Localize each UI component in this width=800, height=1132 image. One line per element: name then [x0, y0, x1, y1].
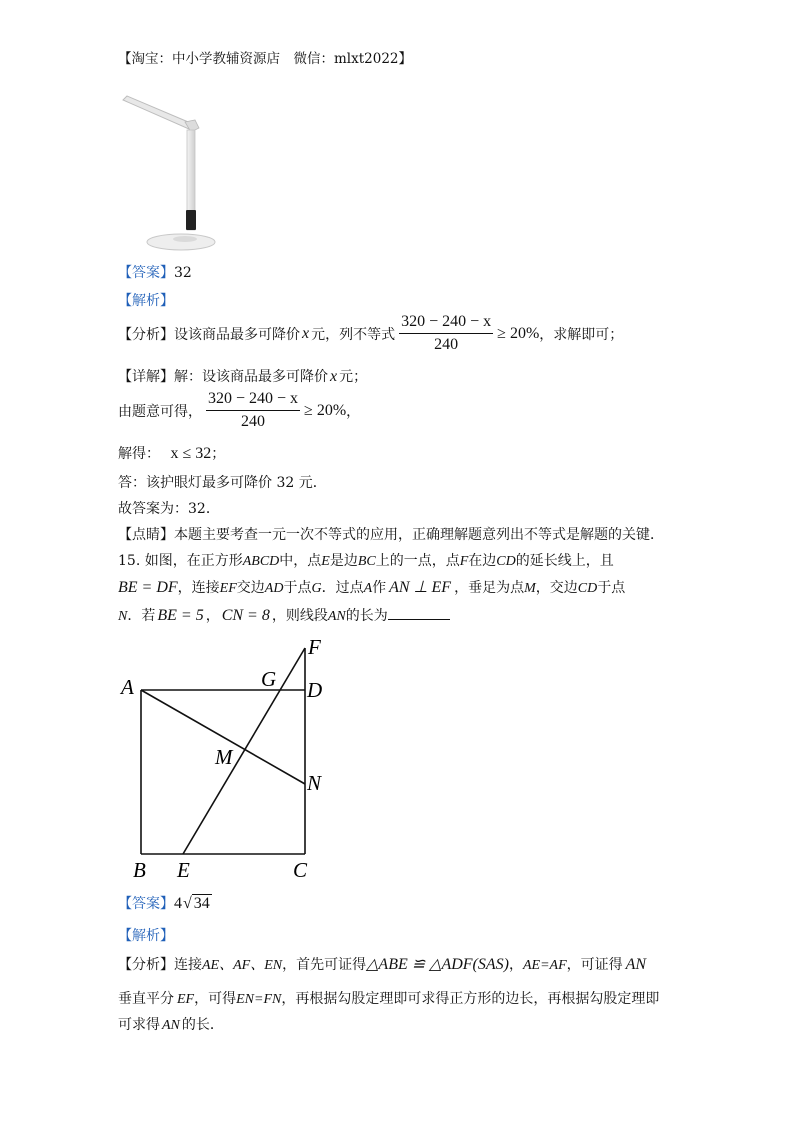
answer-label: 【答案】	[118, 265, 174, 281]
fenxi-text: 设该商品最多可降价	[174, 326, 300, 343]
q15-math: BE = 5	[157, 607, 204, 624]
xiangjie-text: 元；	[339, 369, 368, 385]
q15-text: 交边	[236, 580, 265, 596]
q15-text: ．若	[127, 608, 156, 624]
fenxi-text: ，再根据勾股定理即可求得正方形的边长，再根据勾股定理即	[281, 991, 660, 1007]
label-G: G	[261, 667, 277, 691]
congruence-math: △ABE ≌ △ADF(SAS)	[366, 956, 509, 973]
q15-text: 的长为	[345, 608, 388, 624]
label-B: B	[133, 858, 146, 882]
answer-value: 32	[174, 265, 192, 281]
fenxi-var: AE、AF、EN	[202, 958, 283, 973]
fenxi-label: 【分析】	[118, 326, 174, 343]
fenxi-text: ，求解即可；	[539, 326, 624, 343]
q15-var: CD	[496, 554, 516, 569]
q15-var: M	[524, 581, 536, 596]
answer-coefficient: 4	[174, 895, 182, 912]
fenxi-text: ，可证得	[566, 957, 623, 973]
fenxi-text: ，首先可证得	[282, 957, 367, 973]
answer-blank	[388, 605, 450, 620]
q15-var: AD	[264, 581, 284, 596]
jie-math: x ≤ 32	[170, 445, 212, 462]
fenxi-label: 【分析】	[118, 957, 174, 973]
jie-end: ；	[211, 446, 226, 462]
q15-var: AN	[327, 609, 346, 624]
xiangjie-label: 【详解】	[118, 369, 174, 385]
q15-math: BE = DF	[118, 579, 178, 596]
label-N: N	[307, 771, 322, 795]
label-D: D	[307, 678, 323, 702]
geometry-figure	[115, 632, 345, 884]
yiti-text: 由题意可得，	[118, 403, 202, 420]
q15-text: ，交边	[535, 580, 578, 596]
q15-text: ，则线段	[271, 608, 328, 624]
answer-label: 【答案】	[118, 896, 174, 912]
da-text: 答：该护眼灯最多可降价 32 元．	[118, 475, 327, 491]
fenxi-text: 的长．	[181, 1017, 224, 1033]
segment-EF	[183, 648, 305, 854]
q15-text: 上的一点，点	[375, 553, 460, 569]
desk-lamp-image	[115, 92, 220, 254]
fenxi-var: EN=FN	[236, 992, 282, 1007]
label-M: M	[215, 745, 233, 769]
var-x: x	[302, 324, 310, 342]
fraction-numerator: 320 − 240 − x	[206, 390, 300, 411]
answer-radicand: 34	[193, 895, 210, 912]
inequality-rhs: ≥ 20%	[497, 324, 540, 342]
fenxi-text: 可求得	[118, 1017, 160, 1033]
q15-text: 中，点	[279, 553, 322, 569]
q15-text: ，	[205, 608, 220, 624]
q15-var: N	[118, 609, 128, 624]
q15-var: ABCD	[242, 554, 280, 569]
var-x: x	[330, 368, 338, 385]
q15-var: BC	[357, 554, 376, 569]
fenxi-var: AN	[162, 1018, 180, 1033]
q15-text: 在边	[468, 553, 497, 569]
page-header: 【淘宝：中小学教辅资源店 微信：mlxt2022】	[118, 51, 413, 67]
label-E: E	[177, 858, 190, 882]
dianjing-text: 本题主要考查一元一次不等式的应用，正确理解题意列出不等式是解题的关键．	[174, 527, 664, 543]
fenxi-var: AE=AF	[522, 958, 567, 973]
q15-text: ．过点	[321, 580, 364, 596]
fenxi-var: EF	[177, 992, 195, 1007]
fenxi-text: 连接	[174, 957, 202, 973]
guda-text: 故答案为：32．	[118, 501, 220, 517]
q15-var: F	[459, 554, 469, 569]
fraction-denominator: 240	[241, 413, 266, 430]
q15-text: 的延长线上，且	[515, 553, 614, 569]
jie-text: 解得：	[118, 446, 160, 462]
fenxi-text: ，可得	[194, 991, 237, 1007]
fenxi-var: AN	[625, 956, 647, 973]
fenxi-text: ，	[508, 957, 523, 973]
q15-math: AN ⊥ EF	[389, 579, 452, 596]
inequality-fraction	[206, 390, 300, 431]
yiti-end: ，	[346, 403, 361, 420]
segment-AN	[141, 690, 305, 784]
q15-text: 于点	[283, 580, 312, 596]
q15-math: CN = 8	[221, 607, 270, 624]
inequality-rhs: ≥ 20%	[304, 401, 347, 419]
q15-var: A	[363, 581, 373, 596]
q15-text: 作	[372, 580, 387, 596]
label-C: C	[293, 858, 308, 882]
q15-var: G	[311, 581, 322, 596]
inequality-fraction	[399, 313, 493, 354]
xiangjie-text: 解：设该商品最多可降价	[174, 369, 328, 385]
label-A: A	[121, 675, 134, 699]
q15-text: ，连接	[177, 580, 220, 596]
fenxi-text: 元，列不等式	[311, 326, 396, 343]
dianjing-label: 【点睛】	[118, 527, 174, 543]
q15-var: EF	[219, 581, 237, 596]
q15-text: 是边	[329, 553, 358, 569]
q15-text: ，垂足为点	[454, 580, 525, 596]
fraction-numerator: 320 − 240 − x	[399, 313, 493, 334]
label-F: F	[308, 635, 321, 659]
fenxi-text: 垂直平分	[118, 991, 174, 1007]
q15-var: E	[321, 554, 330, 569]
fraction-denominator: 240	[434, 336, 459, 353]
q15-var: CD	[577, 581, 598, 596]
analysis-label: 【解析】	[118, 293, 174, 309]
q15-text: 15. 如图，在正方形	[118, 553, 243, 569]
analysis-label: 【解析】	[118, 928, 174, 944]
q15-text: 于点	[597, 580, 626, 596]
